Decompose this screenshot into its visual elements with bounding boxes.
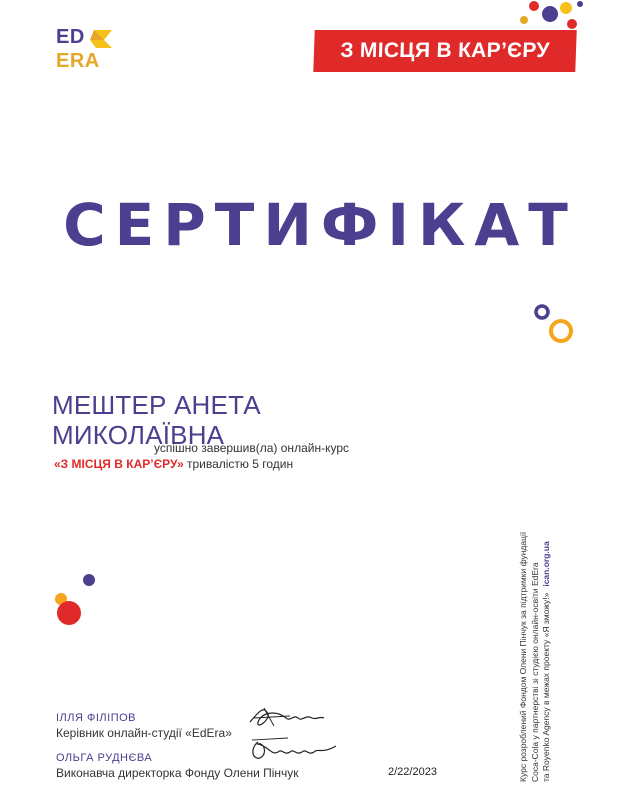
site-link[interactable]: ican.org.ua — [541, 541, 551, 587]
signer-2-name: ОЛЬГА РУДНЄВА — [56, 752, 153, 764]
side-info-line2: Coca-Cola у партнерстві зі студією онлайн-освіти EdEra — [529, 562, 540, 782]
signature-1 — [246, 700, 326, 736]
side-info-text — [518, 482, 553, 782]
side-info-line3 — [541, 482, 553, 782]
recipient-name-line1: МЕШТЕР АНЕТА — [52, 390, 261, 420]
course-name: «З МІСЦЯ В КАР’ЄРУ» — [54, 457, 184, 471]
logo-text-bottom: ERA — [56, 50, 100, 72]
signer-1-name: ІЛЛЯ ФІЛІПОВ — [56, 712, 136, 724]
signer-2-role: Виконавча директорка Фонду Олени Пінчук — [56, 766, 299, 780]
signer-1-role: Керівник онлайн-студії «EdEra» — [56, 726, 232, 740]
side-info — [518, 482, 598, 782]
issue-date: 2/22/2023 — [388, 766, 437, 778]
recipient-name-line2: МИКОЛАЇВНА — [52, 420, 225, 450]
edera-logo — [56, 24, 126, 76]
course-duration: тривалістю 5 годин — [183, 457, 294, 471]
side-info-line1: Курс розроблений Фондом Олени Пінчук за підтримки фундації — [518, 531, 528, 782]
side-info-line3-text: та Royenko Agency в межах проекту «Я зможу!» — [541, 592, 551, 782]
logo-text-top: ED — [56, 26, 85, 48]
course-line — [54, 457, 293, 471]
logo-arrow-icon — [90, 28, 114, 50]
rings-decoration-icon — [528, 298, 578, 348]
signature-2 — [248, 734, 338, 766]
completed-text: успішно завершив(ла) онлайн-курс — [154, 441, 349, 455]
dots-decoration-icon — [52, 570, 102, 628]
course-banner: З МІСЦЯ В КАР’ЄРУ — [313, 30, 576, 72]
certificate-title: СЕРТИФІКАТ — [63, 191, 577, 259]
